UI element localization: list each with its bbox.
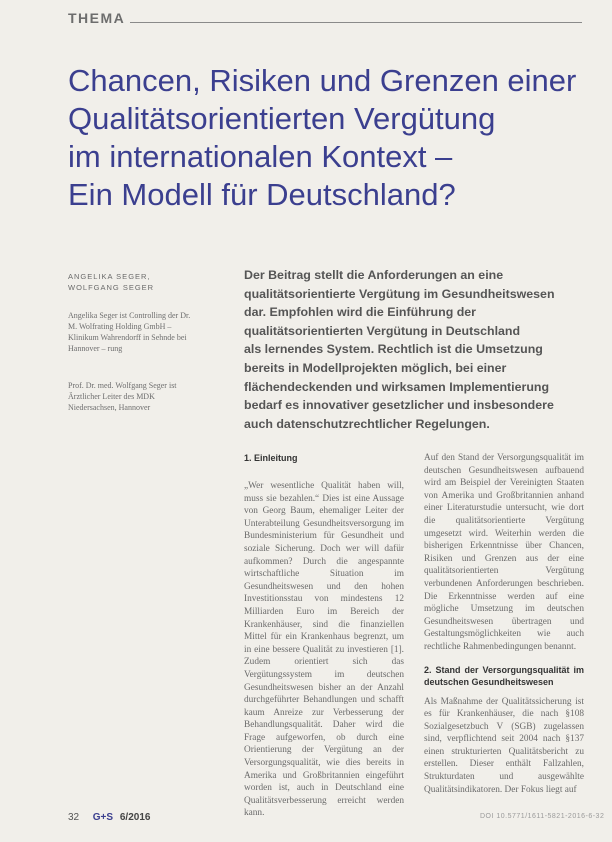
authors xyxy=(68,271,228,293)
title-line: Ein Modell für Deutschland? xyxy=(68,177,456,212)
lead-line: Der Beitrag stellt die Anforderungen an eine xyxy=(244,268,504,282)
lead-line: bereits in Modellprojekten möglich, bei einer xyxy=(244,360,507,375)
author-name: WOLFGANG SEGER xyxy=(68,283,155,292)
lead-line: dar. Empfohlen wird die Einführung der xyxy=(244,305,476,320)
body-paragraph: „Wer wesentliche Qualität haben will, muss sie bezahlen.“ Dies ist eine Aussage von Georg Baum, ehemaliger Leiter der Unterabteilung Gesundheitsversorgung im Bundesministerium für Gesundheit und soziale Sicherung. Doch wer will dafür aufkommen? Durch die angespannte wirtschaftliche Situation im Gesundheitswesen und den hohen Investitionsstau von mindestens 12 Milliarden Euro im Bereich der Krankenhäuser, sind die finanziellen Mittel für ein Krankenhaus begrenzt, um in eine bessere Qualität zu investieren [1]. Zudem orientiert sich das Vergütungssystem im deutschen Gesundheitswesen bisher an der Anzahl durchgeführter Behandlungen und schafft kaum Anreize zur Verbesserung der Behandlungsqualität. Daher wird die Frage aufgeworfen, ob durch eine Orientierung der Vergütung an der Versorgungsqualität, wie dies bereits in Amerika und Großbritannien eingeführt worden ist, auch in Deutschland eine Qualitätsverbesserung erreicht werden kann. xyxy=(244,481,404,819)
title-line: Qualitätsorientierten Vergütung xyxy=(68,101,496,136)
page-number: 32 xyxy=(68,812,80,823)
issue-number: 6/2016 xyxy=(119,812,151,823)
article-title xyxy=(68,62,588,214)
body-paragraph: Als Maßnahme der Qualitätssicherung ist es für Krankenhäuser, die nach §108 Sozialgesetzbuch V (SGB) zugelassen sind, verpflichtend seit 2004 nach §137 einen strukturierten Qualitätsbericht zu erstellen. Dieser enthält Fallzahlen, Strukturdaten und ausgewählte Qualitätsindikatoren. Der Fokus liegt auf xyxy=(424,696,584,795)
section-label: THEMA xyxy=(68,10,126,26)
doi-text: DOI 10.5771/1611-5821-2016-6-32 xyxy=(480,813,605,820)
body-paragraph: Auf den Stand der Versorgungsqualität im deutschen Gesundheitswesen aufbauend wird am Beispiel der Vereinigten Staaten von Amerika und Großbritannien anhand einer Literaturstudie untersucht, wie dort die qualitätsorientierte Vergütung umgesetzt wird. Weiterhin werden die bisherigen Erkenntnisse über Chancen, Risiken und Grenzen aus der eine qualitätsorientierten Vergütung verbundenen Anforderungen beschrieben. Die Erkenntnisse werden auf eine mögliche Umsetzung im deutschen Gesundheitswesen übertragen und Gestaltungsmöglichkeiten wie auch rechtliche Rahmenbedingungen benannt. xyxy=(424,453,584,652)
lead-abstract xyxy=(244,266,584,433)
section-heading: 1. Einleitung xyxy=(244,453,298,463)
author-note: Prof. Dr. med. Wolfgang Seger ist Ärztlicher Leiter des MDK Niedersachsen, Hannover xyxy=(68,381,177,412)
header-rule xyxy=(130,22,582,23)
author-name: ANGELIKA SEGER, xyxy=(68,272,151,281)
section-heading: 2. Stand der Versorgungsqualität im deutschen Gesundheitswesen xyxy=(424,664,584,687)
lead-line: bedarf es innovativer gesetzlicher und insbesondere xyxy=(244,398,554,413)
journal-name: G+S xyxy=(92,812,114,823)
lead-line: als lernendes System. Rechtlich ist die Umsetzung xyxy=(244,342,543,357)
title-line: im internationalen Kontext – xyxy=(68,139,453,174)
body-column-left xyxy=(244,452,404,820)
page-footer xyxy=(68,812,150,823)
lead-line: auch datenschutzrechtlicher Regelungen. xyxy=(244,416,490,431)
author-note: Angelika Seger ist Controlling der Dr. M. Wolfrating Holding GmbH – Klinikum Wahrendorff in Sehnde bei Hannover – rung xyxy=(68,311,191,353)
lead-line: qualitätsorientierten Vergütung in Deutschland xyxy=(244,323,521,338)
body-column-right xyxy=(424,452,584,796)
lead-line: qualitätsorientierte Vergütung im Gesundheitswesen xyxy=(244,286,555,301)
lead-line: flächendeckenden und wirksamen Implementierung xyxy=(244,379,550,394)
title-line: Chancen, Risiken und Grenzen einer xyxy=(68,63,577,98)
